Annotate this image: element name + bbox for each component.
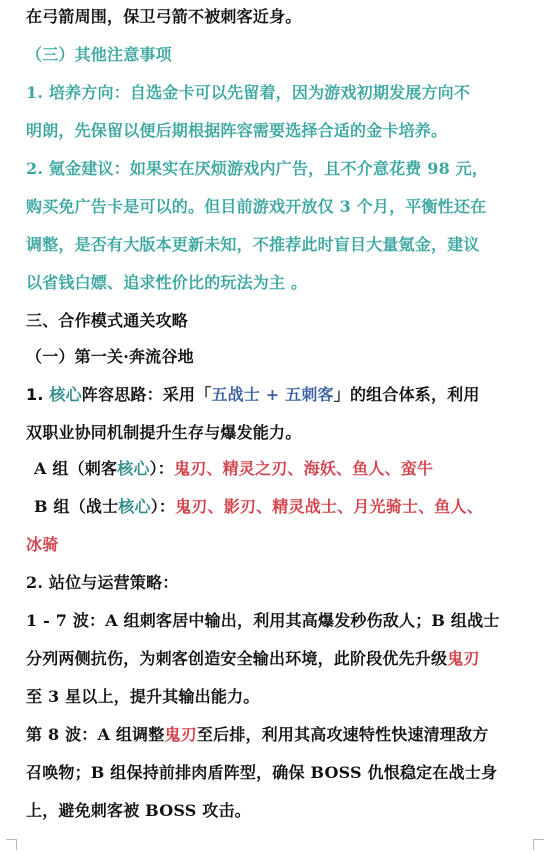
line-text: 上，避免刺客被 BOSS 攻击。 [26, 801, 251, 820]
line-text: 召唤物；B 组保持前排肉盾阵型，确保 BOSS 仇恨稳定在战士身 [26, 763, 498, 782]
highlight-text: 核心 [117, 459, 150, 478]
line-text: 至后排，利用其高攻速特性快速清理敌方 [196, 725, 489, 744]
paragraph-line [26, 158, 488, 180]
heading-text: 三、合作模式通关攻略 [26, 311, 189, 330]
paragraph-line [26, 572, 178, 594]
heading-text: （三）其他注意事项 [26, 45, 172, 64]
line-text: 2. 氪金建议：如果实在厌烦游戏内广告，且不介意花费 98 元， [26, 159, 489, 178]
group-label: A 组（刺客 [34, 459, 118, 478]
group-line-a [34, 458, 433, 480]
line-text: 调整，是否有大版本更新未知，不推荐此时盲目大量氪金，建议 [26, 235, 480, 254]
subsection-heading [26, 346, 194, 368]
paragraph-line [26, 648, 480, 670]
paragraph-line [26, 800, 251, 822]
line-text: 在弓箭周围，保卫弓箭不被刺客近身。 [26, 7, 302, 26]
line-text: 双职业协同机制提升生存与爆发能力。 [26, 423, 302, 442]
line-text: 1 - 7 波：A 组刺客居中输出，利用其高爆发秒伤敌人；B 组战士 [26, 611, 500, 630]
paragraph-line [26, 686, 259, 708]
paragraph-line [26, 82, 470, 104]
paragraph-line [26, 724, 488, 746]
line-text: 以省钱白嫖、追求性价比的玩法为主 。 [26, 273, 308, 292]
line-text: ）： [149, 459, 174, 478]
line-text: 阵容思路：采用「 [81, 385, 212, 404]
line-text: 2. 站位与运营策略： [26, 573, 179, 592]
line-text: 1. 培养方向：自选金卡可以先留着，因为游戏初期发展方向不 [26, 83, 471, 102]
paragraph-line [26, 234, 480, 256]
group-line-b [34, 496, 483, 518]
paragraph-line [26, 610, 500, 632]
paragraph-line [26, 384, 480, 406]
highlight-text: 鬼刃 [447, 649, 480, 668]
list-number: 1. [26, 385, 50, 404]
highlight-text: 核心 [49, 385, 82, 404]
line-text: 购买免广告卡是可以的。但目前游戏开放仅 3 个月，平衡性还在 [26, 197, 487, 216]
unit-list: 鬼刃、精灵之刃、海妖、鱼人、蛮牛 [174, 459, 434, 478]
line-text: ）： [150, 497, 176, 516]
highlight-text: 核心 [118, 497, 151, 516]
page-corner-mark-left [6, 839, 17, 850]
paragraph-line [26, 196, 486, 218]
line-text: 冰骑 [26, 535, 59, 554]
paragraph-line [26, 422, 301, 444]
group-label: B 组（战士 [34, 497, 119, 516]
paragraph-line [26, 120, 447, 142]
paragraph-line [26, 272, 307, 294]
section-heading [26, 44, 172, 66]
line-text: 明朗，先保留以便后期根据阵容需要选择合适的金卡培养。 [26, 121, 448, 140]
paragraph-line [26, 762, 497, 784]
line-text: 第 8 波：A 组调整 [26, 725, 165, 744]
unit-list-continued [26, 534, 58, 556]
highlight-text: 五战士 + 五刺客 [211, 385, 334, 404]
line-text: 至 3 星以上，提升其输出能力。 [26, 687, 260, 706]
section-heading [26, 310, 188, 332]
page-corner-mark-right [533, 839, 544, 850]
line-text: 」的组合体系，利用 [333, 385, 480, 404]
unit-list: 鬼刃、影刃、精灵战士、月光骑士、鱼人、 [175, 497, 483, 516]
line-text: 分列两侧抗伤，为刺客创造安全输出环境，此阶段优先升级 [26, 649, 448, 668]
paragraph-line [26, 6, 301, 28]
highlight-text: 鬼刃 [164, 725, 197, 744]
heading-text: （一）第一关·奔流谷地 [26, 347, 194, 366]
